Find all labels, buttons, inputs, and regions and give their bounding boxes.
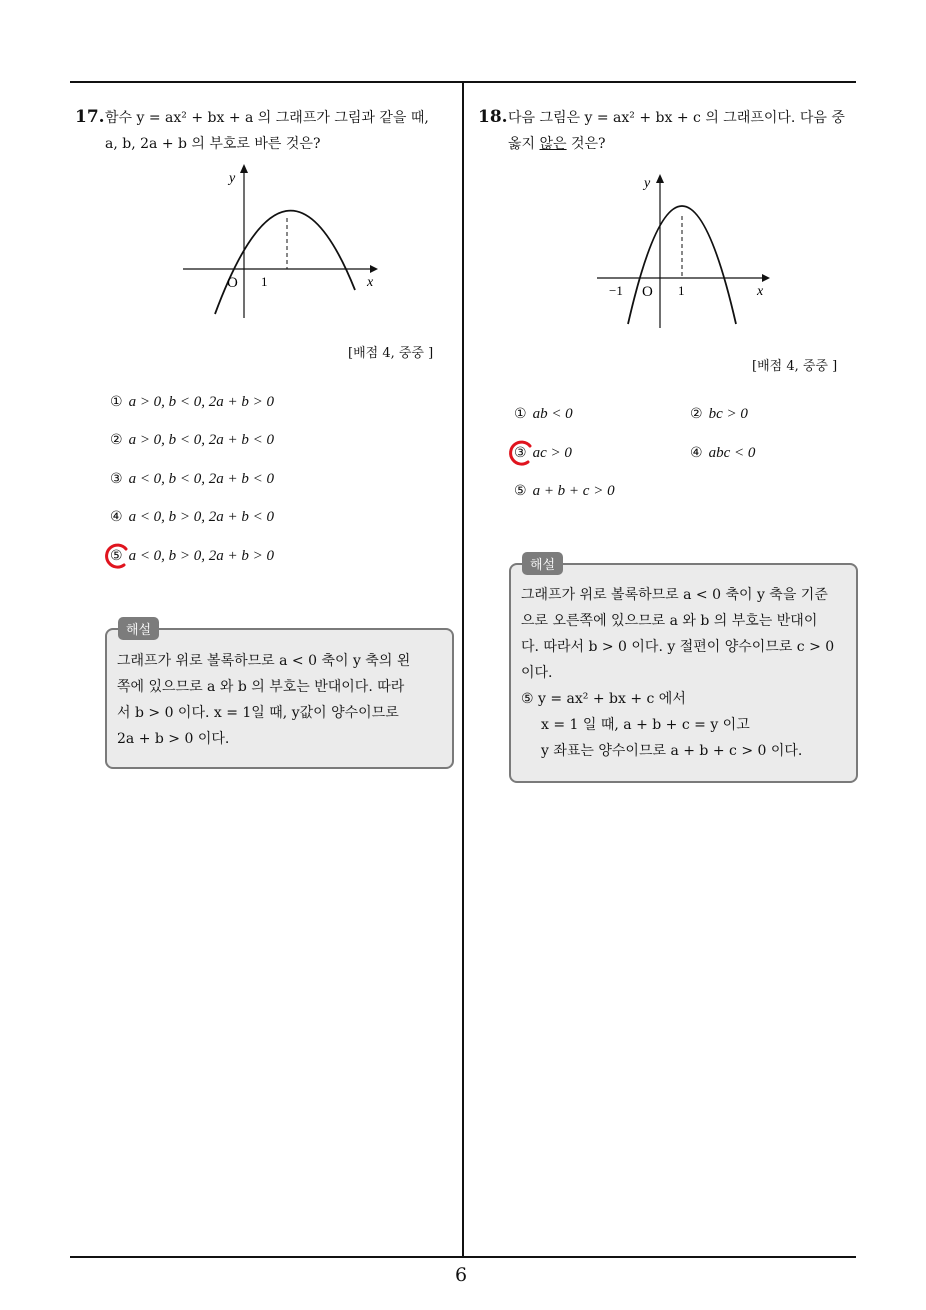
x-axis-label: x	[757, 284, 764, 299]
x-axis-label: x	[367, 275, 374, 290]
q18-solution-tag: 해설	[522, 552, 563, 575]
choice-marker: ①	[514, 406, 527, 422]
q17-solution-line-1: 그래프가 위로 볼록하므로 a < 0 축이 y 축의 왼	[117, 653, 411, 669]
question-text-line1: 다음 그림은 y = ax² + bx + c 의 그래프이다. 다음 중	[508, 110, 845, 126]
q18-choice-2[interactable]	[690, 406, 748, 423]
page-number: 6	[455, 1264, 468, 1286]
q17-choice-2[interactable]	[110, 432, 274, 449]
q17-score: [배점 4, 중중 ]	[348, 346, 434, 361]
y-axis-arrow	[656, 174, 664, 183]
q17-parabola-graph	[175, 160, 385, 325]
y-axis-arrow	[240, 164, 248, 173]
q17-solution-line-3: 서 b > 0 이다. x = 1일 때, y값이 양수이므로	[117, 705, 399, 721]
question-text-line1: 함수 y = ax² + bx + a 의 그래프가 그림과 같을 때,	[105, 110, 429, 126]
question-number: 18.	[478, 107, 508, 127]
q17-choice-3[interactable]	[110, 471, 274, 488]
line2-prefix: 옳지	[508, 136, 540, 152]
choice-text: a < 0, b > 0, 2a + b > 0	[128, 548, 275, 564]
y-axis-label: y	[644, 176, 651, 191]
bottom-rule	[70, 1256, 856, 1258]
line2-suffix: 것은?	[566, 136, 606, 152]
question-text-line2: a, b, 2a + b 의 부호로 바른 것은?	[105, 136, 321, 152]
choice-text: ab < 0	[532, 406, 573, 422]
choice-marker: ⑤	[110, 548, 123, 564]
choice-marker: ①	[110, 394, 123, 410]
question-number: 17.	[75, 107, 105, 127]
q18-solution-line-2: 으로 오른쪽에 있으므로 a 와 b 의 부호는 반대이	[521, 613, 818, 629]
q17-answer-circle	[102, 541, 132, 571]
parabola-curve	[215, 211, 355, 314]
choice-marker: ④	[690, 445, 703, 461]
underlined-word: 않은	[539, 136, 567, 152]
q17-solution-line-4: 2a + b > 0 이다.	[117, 731, 230, 747]
choice-text: bc > 0	[708, 406, 748, 422]
choice-marker: ②	[690, 406, 703, 422]
tick-label-neg1: −1	[609, 283, 623, 298]
question-text-line2	[508, 131, 606, 157]
q18-choice-1[interactable]	[514, 406, 573, 423]
y-axis-label: y	[229, 171, 236, 186]
choice-marker: ②	[110, 432, 123, 448]
origin-label: O	[227, 275, 238, 291]
q18-solution-line-6: x = 1 일 때, a + b + c = y 이고	[541, 717, 750, 733]
q18-solution-line-3: 다. 따라서 b > 0 이다. y 절편이 양수이므로 c > 0	[521, 639, 835, 655]
q17-choice-4[interactable]	[110, 509, 274, 526]
choice-text: abc < 0	[708, 445, 756, 461]
choice-marker: ③	[514, 445, 527, 461]
choice-marker: ④	[110, 509, 123, 525]
x-axis-arrow	[762, 274, 770, 282]
q18-parabola-graph	[592, 168, 777, 333]
q18-answer-circle	[506, 438, 536, 468]
q17-choice-5[interactable]	[110, 548, 274, 565]
tick-label-1: 1	[261, 274, 268, 289]
q18-score: [배점 4, 중중 ]	[752, 359, 838, 374]
choice-text: a < 0, b < 0, 2a + b < 0	[128, 471, 275, 487]
q17-solution-line-2: 쪽에 있으므로 a 와 b 의 부호는 반대이다. 따라	[117, 679, 405, 695]
choice-marker: ⑤	[514, 483, 527, 499]
q18-choice-5[interactable]	[514, 483, 615, 500]
q18-solution-line-1: 그래프가 위로 볼록하므로 a < 0 축이 y 축을 기준	[521, 587, 828, 603]
tick-label-1: 1	[678, 283, 685, 298]
choice-text: a > 0, b < 0, 2a + b < 0	[128, 432, 275, 448]
q18-solution-line-5: ⑤ y = ax² + bx + c 에서	[521, 691, 686, 707]
origin-label: O	[642, 284, 653, 300]
q18-solution-line-4: 이다.	[521, 665, 553, 681]
choice-text: a + b + c > 0	[532, 483, 615, 499]
x-axis-arrow	[370, 265, 378, 273]
q17-solution-tag: 해설	[118, 617, 159, 640]
q18-solution-line-7: y 좌표는 양수이므로 a + b + c > 0 이다.	[541, 743, 803, 759]
choice-text: a > 0, b < 0, 2a + b > 0	[128, 394, 275, 410]
choice-text: ac > 0	[532, 445, 572, 461]
choice-marker: ③	[110, 471, 123, 487]
choice-text: a < 0, b > 0, 2a + b < 0	[128, 509, 275, 525]
column-divider	[462, 82, 464, 1258]
q18-choice-4[interactable]	[690, 445, 755, 462]
q17-choice-1[interactable]	[110, 394, 274, 411]
